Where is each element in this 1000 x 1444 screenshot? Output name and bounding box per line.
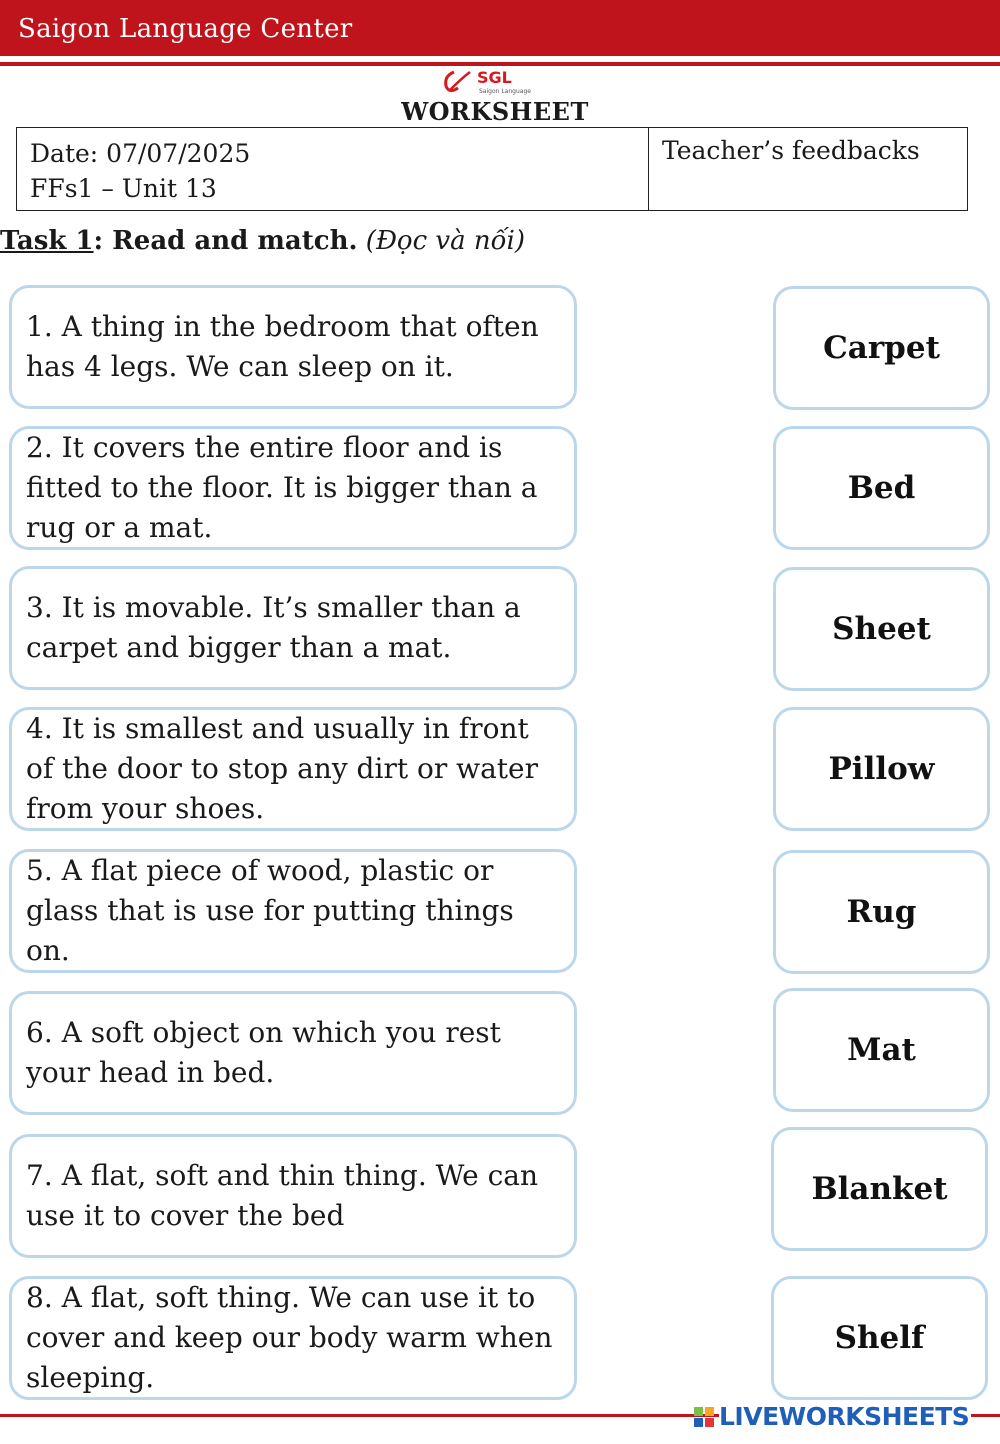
- date-text: Date: 07/07/2025: [30, 139, 251, 168]
- answer-box-mat[interactable]: Mat: [773, 988, 990, 1112]
- liveworksheets-text: LIVEWORKSHEETS: [719, 1402, 970, 1431]
- question-box[interactable]: [9, 991, 577, 1115]
- liveworksheets-icon: [693, 1406, 715, 1428]
- question-text: 8. A flat, soft thing. We can use it to cover and keep our body warm when sleeping.: [26, 1281, 553, 1394]
- center-name: Saigon Language Center: [18, 14, 353, 44]
- task-heading: [0, 226, 525, 256]
- answer-box-rug[interactable]: Rug: [773, 850, 990, 974]
- question-box[interactable]: [9, 1134, 577, 1258]
- task-instruction: : Read and match.: [93, 226, 358, 256]
- question-box[interactable]: [9, 849, 577, 973]
- question-box[interactable]: [9, 707, 577, 831]
- question-text: 7. A flat, soft and thin thing. We can use it to cover the bed: [26, 1159, 538, 1232]
- header-divider: [0, 62, 1000, 66]
- question-text: 4. It is smallest and usually in front of the door to stop any dirt or water from your shoes.: [26, 712, 538, 825]
- feedback-label: Teacher’s feedbacks: [662, 136, 920, 165]
- info-table: [16, 127, 968, 211]
- question-box[interactable]: [9, 285, 577, 409]
- question-text: 3. It is movable. It’s smaller than a carpet and bigger than a mat.: [26, 591, 521, 664]
- unit-text: FFs1 – Unit 13: [30, 174, 217, 203]
- question-box[interactable]: [9, 566, 577, 690]
- task-label: Task 1: [0, 226, 94, 256]
- answer-box-blanket[interactable]: Blanket: [771, 1127, 988, 1251]
- logo-text: SGL: [477, 68, 512, 87]
- liveworksheets-logo: [693, 1402, 971, 1431]
- info-left-cell: [17, 128, 649, 210]
- feedback-cell[interactable]: [649, 128, 967, 210]
- task-translation: (Đọc và nối): [365, 226, 525, 256]
- header-banner: [0, 0, 1000, 56]
- question-box[interactable]: [9, 426, 577, 550]
- answer-box-bed[interactable]: Bed: [773, 426, 990, 550]
- answer-box-pillow[interactable]: Pillow: [773, 707, 990, 831]
- worksheet-title: WORKSHEET: [401, 97, 589, 126]
- question-text: 5. A flat piece of wood, plastic or glass that is use for putting things on.: [26, 854, 514, 967]
- answer-box-sheet[interactable]: Sheet: [773, 567, 990, 691]
- question-text: 1. A thing in the bedroom that often has 4 legs. We can sleep on it.: [26, 310, 539, 383]
- question-text: 6. A soft object on which you rest your head in bed.: [26, 1016, 501, 1089]
- logo-subtext: Saigon Language: [479, 88, 531, 95]
- answer-box-shelf[interactable]: Shelf: [771, 1276, 988, 1400]
- question-box[interactable]: [9, 1276, 577, 1400]
- question-text: 2. It covers the entire floor and is fitted to the floor. It is bigger than a rug or a mat.: [26, 431, 538, 544]
- answer-box-carpet[interactable]: Carpet: [773, 286, 990, 410]
